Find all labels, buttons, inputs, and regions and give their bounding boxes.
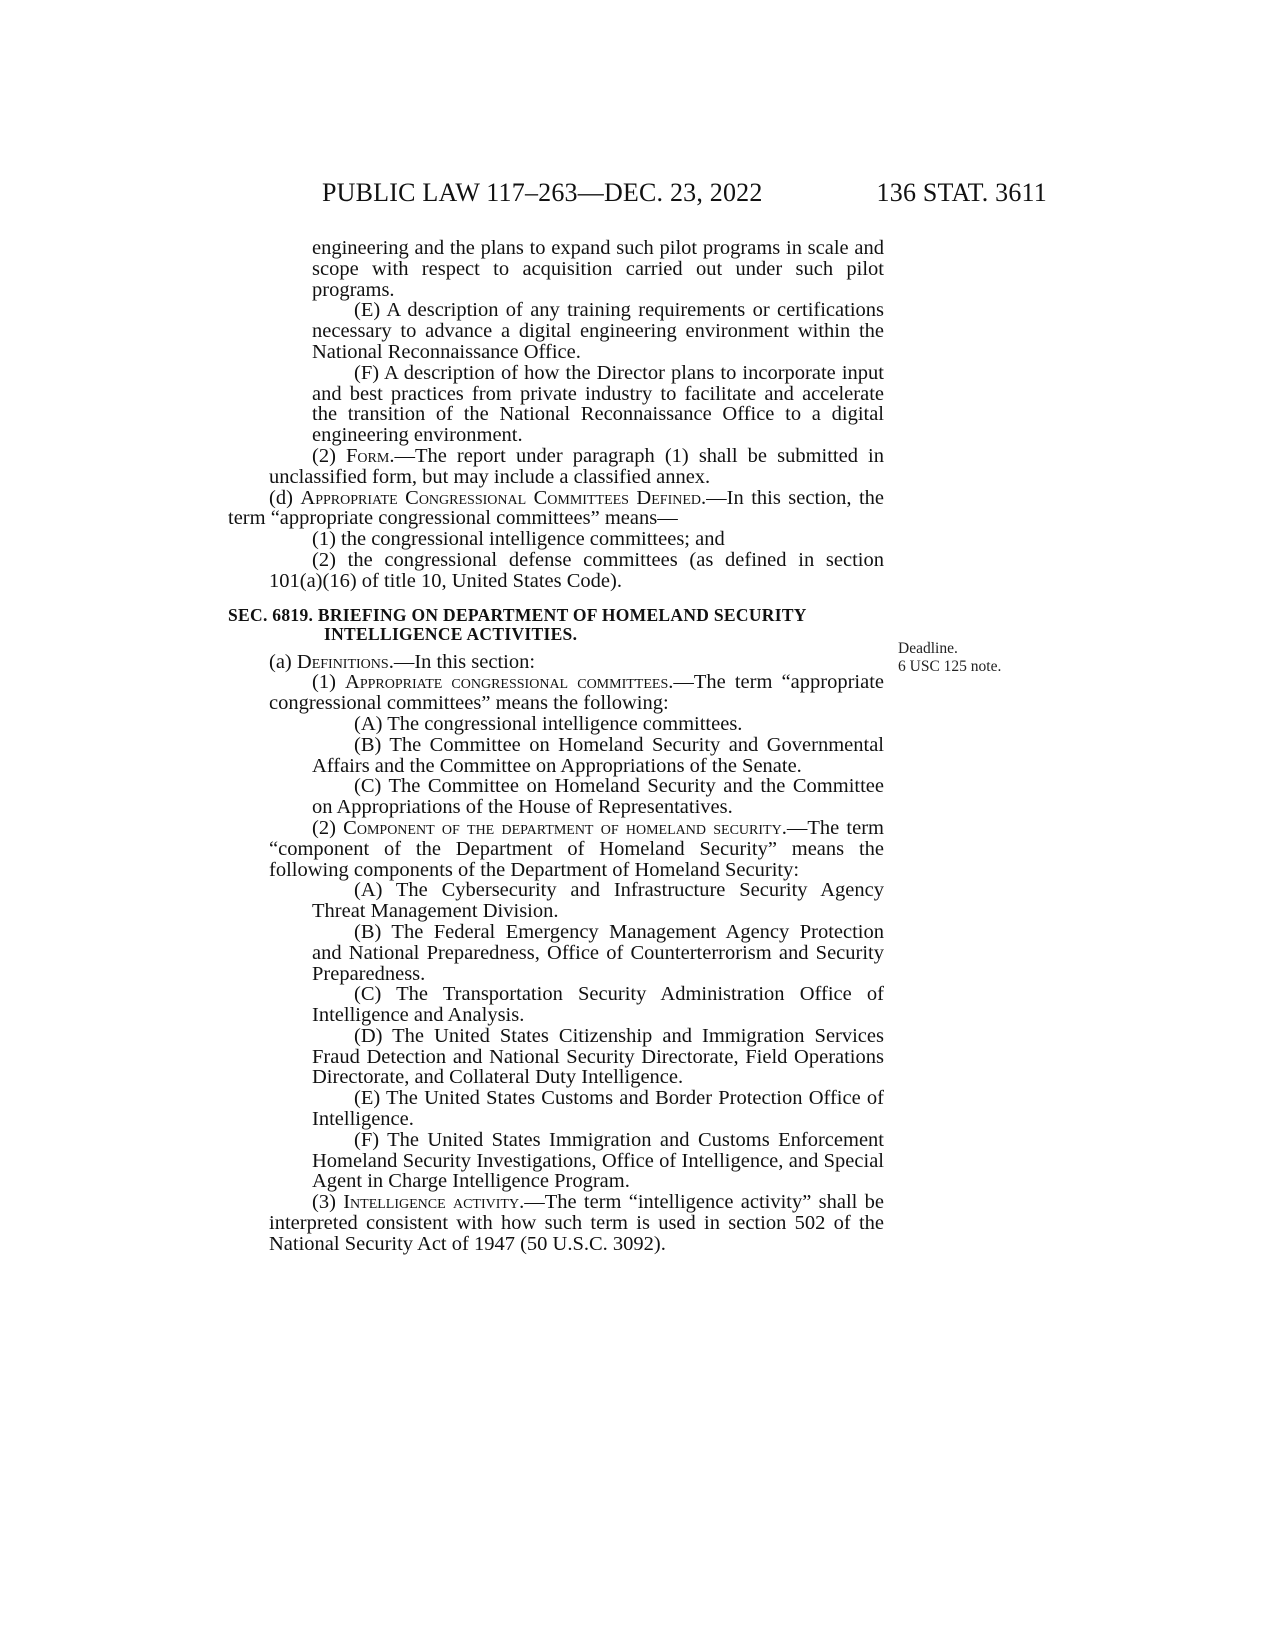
page-header (0, 178, 1275, 218)
a3-heading: Intelligence activity (343, 1191, 520, 1214)
statute-page-number: 136 STAT. 3611 (876, 178, 1047, 207)
paragraph-a2 (228, 818, 884, 880)
subsection-d-text: .—In this section, the term “appropriate congressional committees” means— (228, 486, 884, 530)
paragraph-a2-E: (E) The United States Customs and Border Protection Office of Intelligence. (312, 1087, 884, 1131)
body-text (228, 238, 884, 1255)
subsection-a-heading: Definitions (296, 650, 389, 673)
a1-text: .—The term “appropriate congressional committees” means the following: (269, 671, 884, 715)
form-number: (2) (312, 444, 336, 467)
margin-note-usc-citation: 6 USC 125 note. (898, 658, 1002, 675)
paragraph-d1: (1) the congressional intelligence committees; and (312, 528, 725, 551)
paragraph-a1-A: (A) The congressional intelligence committees. (354, 712, 743, 735)
a1-heading: Appropriate congressional committees (345, 671, 669, 694)
subsection-a (228, 652, 884, 673)
subsection-a-text: .—In this section: (388, 650, 536, 673)
subsection-d-number: (d) (269, 486, 293, 509)
margin-note-deadline: Deadline. (898, 640, 958, 657)
a1-number: (1) (312, 671, 336, 694)
section-title-line2: INTELLIGENCE ACTIVITIES. (324, 623, 578, 644)
paragraph-f: (F) A description of how the Director plans to incorporate input and best practices from private industry to facilitate and accelerate the transition of the National Reconnaissance Office to a digital engineering environment. (312, 361, 884, 447)
a3-text: .—The term “intelligence activity” shall be interpreted consistent with how such term is used in section 502 of the National Security Act of 1947 (50 U.S.C. 3092). (269, 1191, 884, 1255)
paragraph-a2-C: (C) The Transportation Security Administration Office of Intelligence and Analysis. (312, 983, 884, 1027)
paragraph-a3 (228, 1192, 884, 1254)
paragraph-2-form (228, 446, 884, 488)
a2-text: .—The term “component of the Department of Homeland Security” means the following components of the Department of Homeland Security: (269, 816, 885, 881)
subsection-a-number: (a) (269, 650, 292, 673)
a3-number: (3) (312, 1191, 336, 1214)
paragraph-a1 (228, 672, 884, 714)
paragraph-a1-B: (B) The Committee on Homeland Security and Governmental Affairs and the Committee on Appropriations of the Senate. (312, 733, 884, 777)
section-title-line1: BRIEFING ON DEPARTMENT OF HOMELAND SECURITY (317, 604, 807, 625)
paragraph-a2-D: (D) The United States Citizenship and Immigration Services Fraud Detection and National Security Directorate, Field Operations Directorate, and Collateral Duty Intelligence. (312, 1024, 884, 1089)
margin-note (898, 640, 1001, 676)
public-law-citation: PUBLIC LAW 117–263—DEC. 23, 2022 (322, 178, 763, 207)
form-heading: Form (346, 444, 390, 467)
form-text: .—The report under paragraph (1) shall be submitted in unclassified form, but may include a classified annex. (269, 444, 885, 488)
a2-heading: Component of the department of homeland security (343, 816, 782, 839)
section-heading (228, 606, 884, 644)
paragraph-d2: (2) the congressional defense committees (as defined in section 101(a)(16) of title 10, United States Code). (269, 548, 884, 592)
paragraph-a2-B: (B) The Federal Emergency Management Agency Protection and National Preparedness, Office of Counterterrorism and Security Preparedness. (312, 920, 884, 985)
a2-number: (2) (312, 816, 336, 839)
section-number: SEC. 6819. (228, 604, 314, 625)
subsection-d-heading: Appropriate Congressional Committees Defined (300, 486, 702, 509)
paragraph-a2-F: (F) The United States Immigration and Customs Enforcement Homeland Security Investigations, Office of Intelligence, and Special Agent in Charge Intelligence Program. (312, 1128, 884, 1193)
paragraph-d-continuation: engineering and the plans to expand such pilot programs in scale and scope with respect to acquisition carried out under such pilot programs. (312, 237, 884, 301)
paragraph-a2-A: (A) The Cybersecurity and Infrastructure Security Agency Threat Management Division. (312, 879, 884, 923)
paragraph-e: (E) A description of any training requirements or certifications necessary to advance a digital engineering environment within the National Reconnaissance Office. (312, 299, 884, 363)
subsection-d (228, 488, 884, 530)
paragraph-a1-C: (C) The Committee on Homeland Security and the Committee on Appropriations of the House of Representatives. (312, 775, 884, 819)
